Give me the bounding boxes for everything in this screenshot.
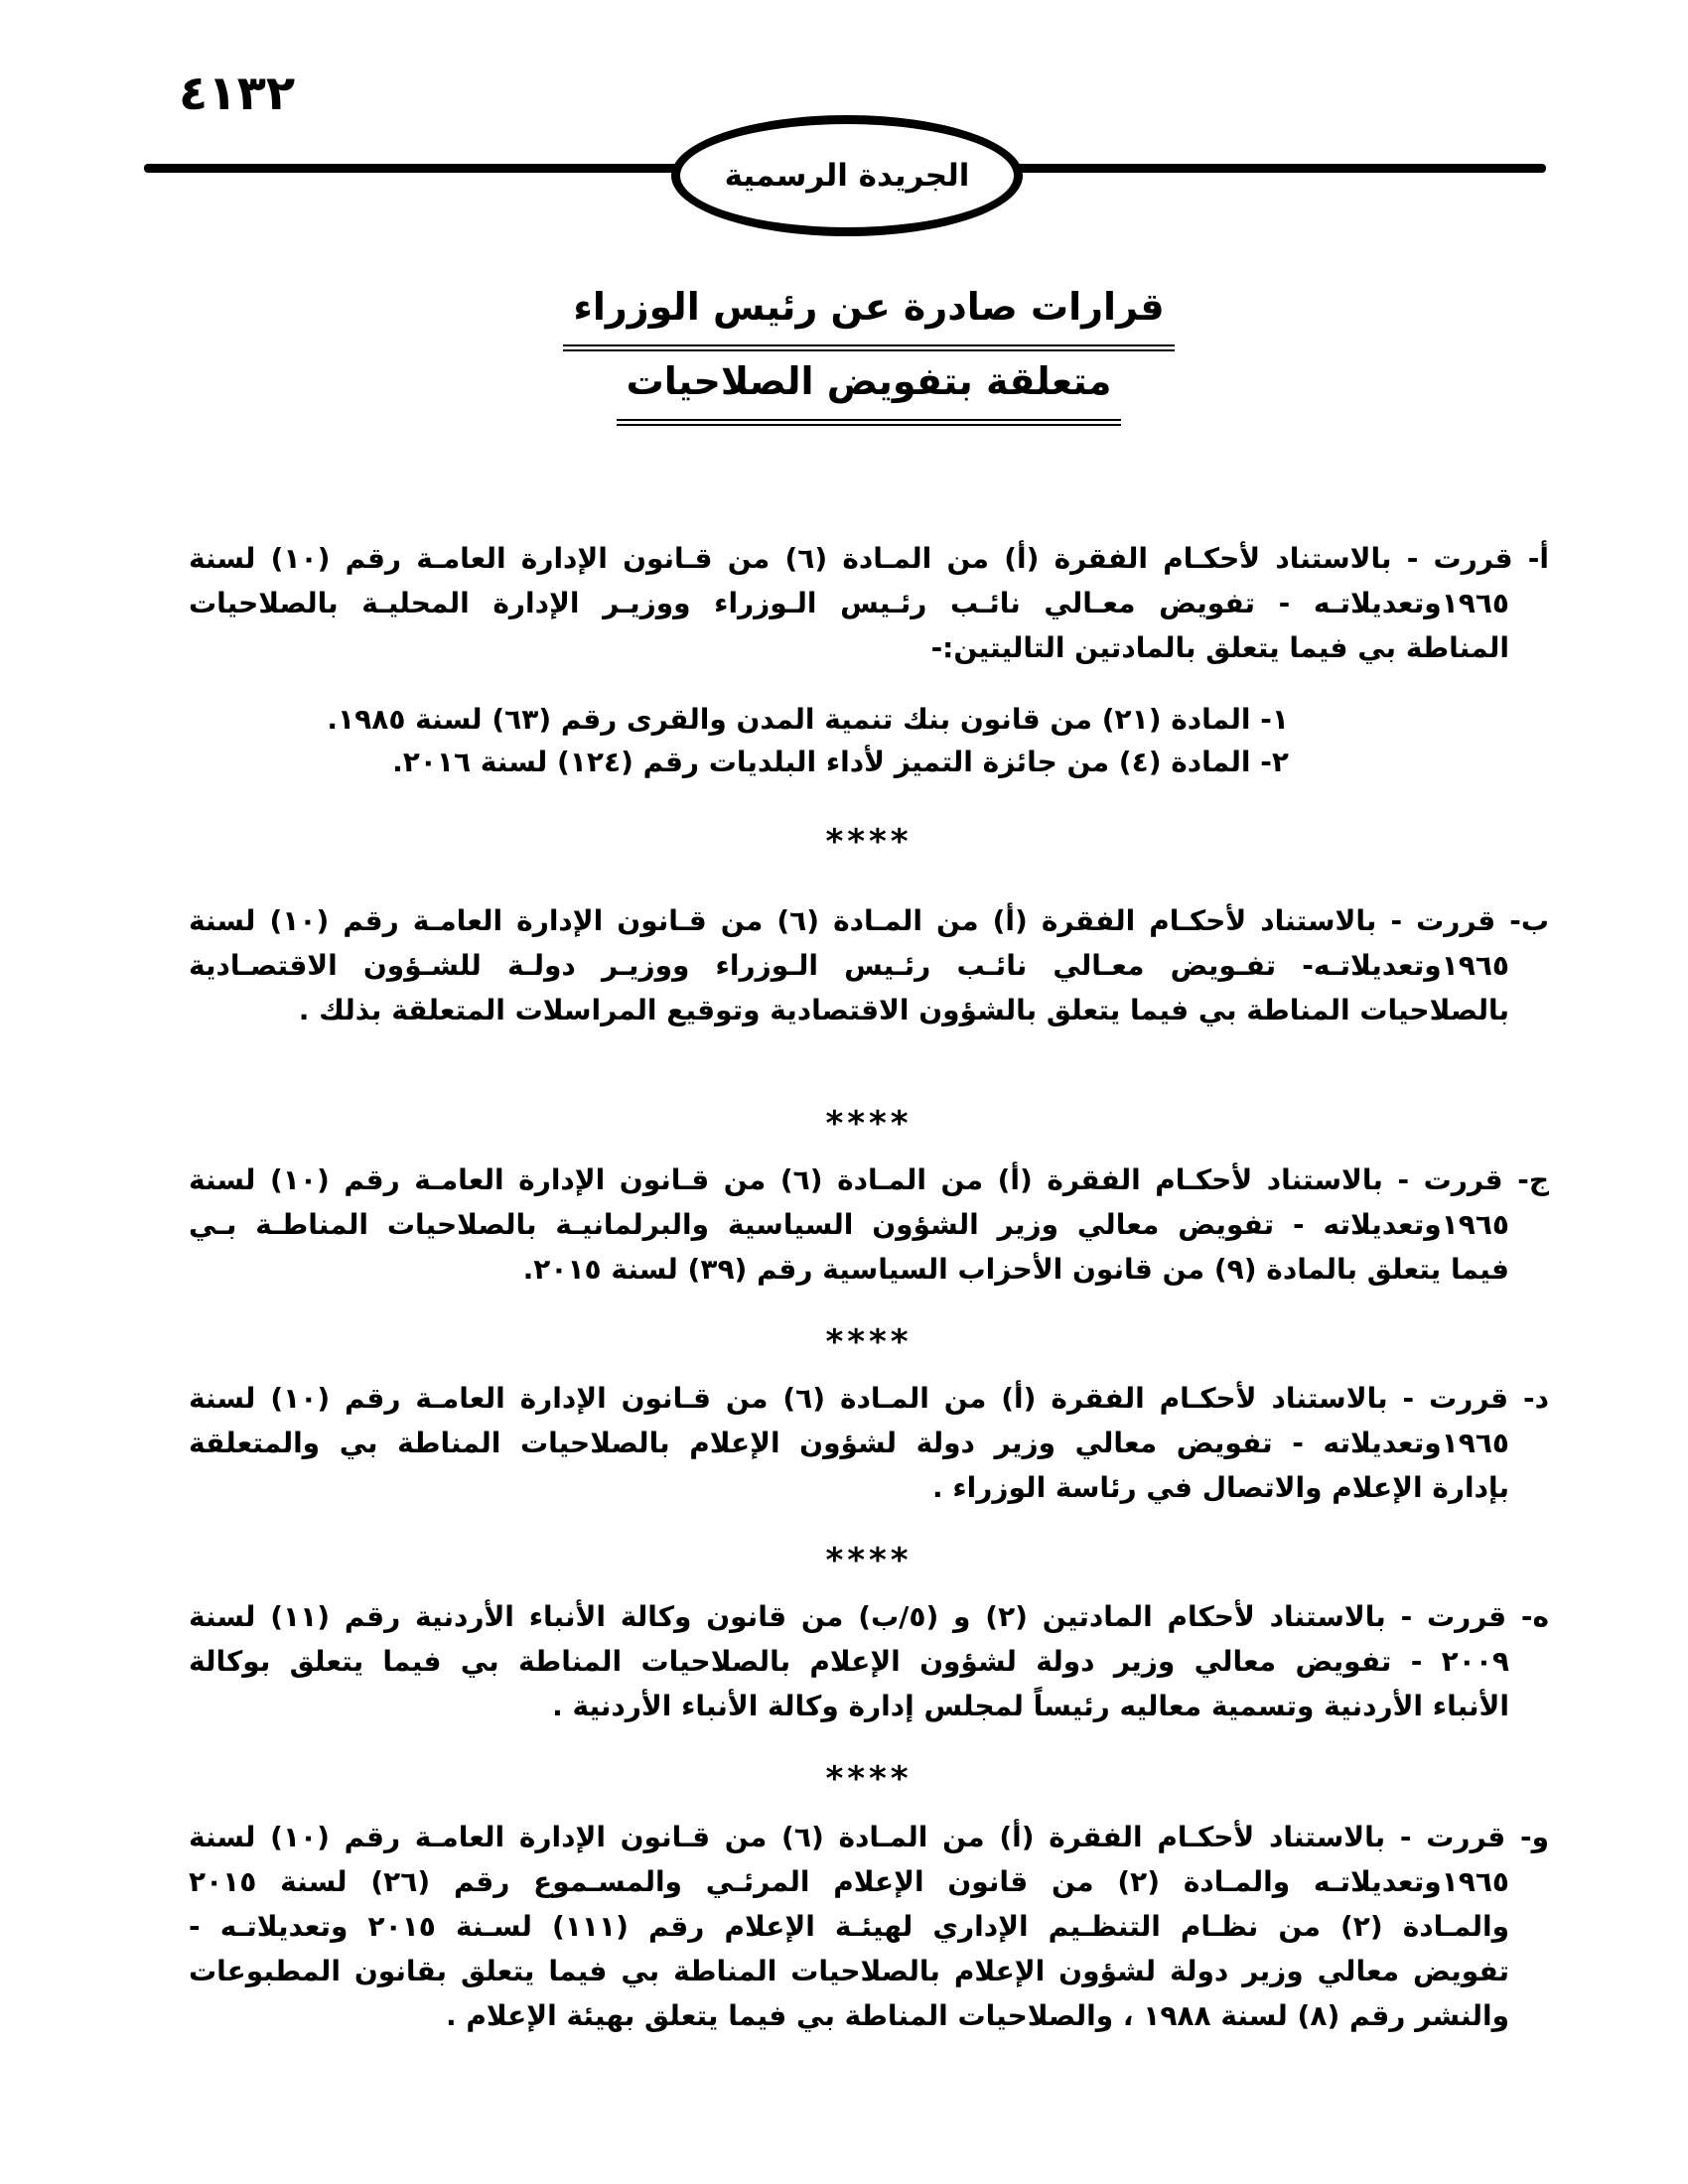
separator-4: ****: [825, 1541, 913, 1580]
section-d: [189, 1376, 1549, 1510]
section-a-list: [189, 698, 1549, 783]
section-a-line-3: المناطة بي فيما يتعلق بالمادتين التاليتين:-: [930, 631, 1509, 664]
section-c-line-2: ١٩٦٥وتعديلاته - تفويض معالي وزير الشؤون السياسية والبرلمانيـة بالصلاحيات المناطـة بـي: [189, 1208, 1509, 1241]
separator-3: ****: [825, 1322, 913, 1362]
separator-5: ****: [825, 1759, 913, 1799]
separator-2: ****: [825, 1104, 913, 1144]
section-h: [189, 1594, 1549, 1728]
section-d-line-1: د- قررت - بالاستناد لأحكـام الفقرة (أ) من المـادة (٦) من قـانون الإدارة العامـة رقم (١٠) لسنة: [189, 1382, 1549, 1415]
section-w-line-3: والمـادة (٢) من نظـام التنظـيم الإداري لهيئـة الإعلام رقم (١١١) لسـنة ٢٠١٥ وتعديلاتـه -: [189, 1910, 1510, 1943]
section-b-line-3: بالصلاحيات المناطة بي فيما يتعلق بالشؤون الاقتصادية وتوقيع المراسلات المتعلقة بذلك .: [298, 994, 1509, 1026]
gazette-badge-label: الجريدة الرسمية: [724, 158, 970, 194]
section-d-line-2: ١٩٦٥وتعديلاته - تفويض معالي وزير دولة لشؤون الإعلام بالصلاحيات المناطة بي والمتعلقة: [189, 1427, 1509, 1459]
separator-1: ****: [825, 822, 913, 862]
section-h-line-1: ه- قررت - بالاستناد لأحكام المادتين (٢) و (٥/ب) من قانون وكالة الأنباء الأردنية رقم (١١) لسنة: [189, 1600, 1549, 1633]
section-w-line-4: تفويض معالي وزير دولة لشؤون الإعلام بالصلاحيات المناطة بي فيما يتعلق بقانون المطبوعات: [189, 1955, 1509, 1987]
page-number: ٤١٣٢: [179, 66, 296, 121]
section-c-line-1: ج- قررت - بالاستناد لأحكـام الفقرة (أ) من المـادة (٦) من قـانون الإدارة العامـة رقم (١٠) لسنة: [189, 1163, 1549, 1196]
section-h-line-2: ٢٠٠٩ - تفويض معالي وزير دولة لشؤون الإعلام بالصلاحيات المناطة بي فيما يتعلق بوكالة: [189, 1645, 1509, 1678]
section-w-line-5: والنشر رقم (٨) لسنة ١٩٨٨ ، والصلاحيات المناطة بي فيما يتعلق بهيئة الإعلام .: [445, 1999, 1509, 2032]
list-item-1: ١- المادة (٢١) من قانون بنك تنمية المدن والقرى رقم (٦٣) لسنة ١٩٨٥.: [327, 703, 1289, 736]
section-c-line-3: فيما يتعلق بالمادة (٩) من قانون الأحزاب السياسية رقم (٣٩) لسنة ٢٠١٥.: [522, 1253, 1509, 1286]
section-b-line-2: ١٩٦٥وتعديلاتـه- تفـويض معـالي نائـب رئـيس الـوزراء ووزيـر دولـة للشـؤون الاقتصـادية: [189, 949, 1509, 982]
doc-title-line-2: متعلقة بتفويض الصلاحيات: [189, 355, 1549, 426]
section-a: [189, 536, 1549, 670]
list-item-2: ٢- المادة (٤) من جائزة التميز لأداء البلديات رقم (١٢٤) لسنة ٢٠١٦.: [392, 746, 1289, 778]
section-a-line-2: ١٩٦٥وتعديلاتـه - تفويض معـالي نائـب رئـيس الـوزراء ووزيـر الإدارة المحليـة بالصلاحيات: [189, 587, 1509, 619]
section-b: [189, 898, 1549, 1032]
section-h-line-3: الأنباء الأردنية وتسمية معاليه رئيساً لمجلس إدارة وكالة الأنباء الأردنية .: [552, 1690, 1509, 1722]
section-b-line-1: ب- قررت - بالاستناد لأحكـام الفقرة (أ) من المـادة (٦) من قـانون الإدارة العامـة رقم (١٠) لسنة: [189, 904, 1549, 937]
section-w: [189, 1815, 1549, 2038]
section-w-line-1: و- قررت - بالاستناد لأحكـام الفقرة (أ) من المـادة (٦) من قـانون الإدارة العامـة رقم (١٠) لسنة: [189, 1821, 1549, 1853]
section-w-line-2: ١٩٦٥وتعديلاتـه والمـادة (٢) من قانون الإعلام المرئـي والمسـموع رقم (٢٦) لسنة ٢٠١٥: [189, 1865, 1509, 1898]
gazette-badge: [671, 115, 1023, 236]
doc-title-line-1: قرارات صادرة عن رئيس الوزراء: [189, 281, 1549, 351]
section-a-line-1: أ- قررت - بالاستناد لأحكـام الفقرة (أ) من المـادة (٦) من قـانون الإدارة العامـة رقم (١٠) لسنة: [189, 542, 1549, 575]
section-c: [189, 1158, 1549, 1292]
section-d-line-3: بإدارة الإعلام والاتصال في رئاسة الوزراء .: [931, 1471, 1509, 1504]
